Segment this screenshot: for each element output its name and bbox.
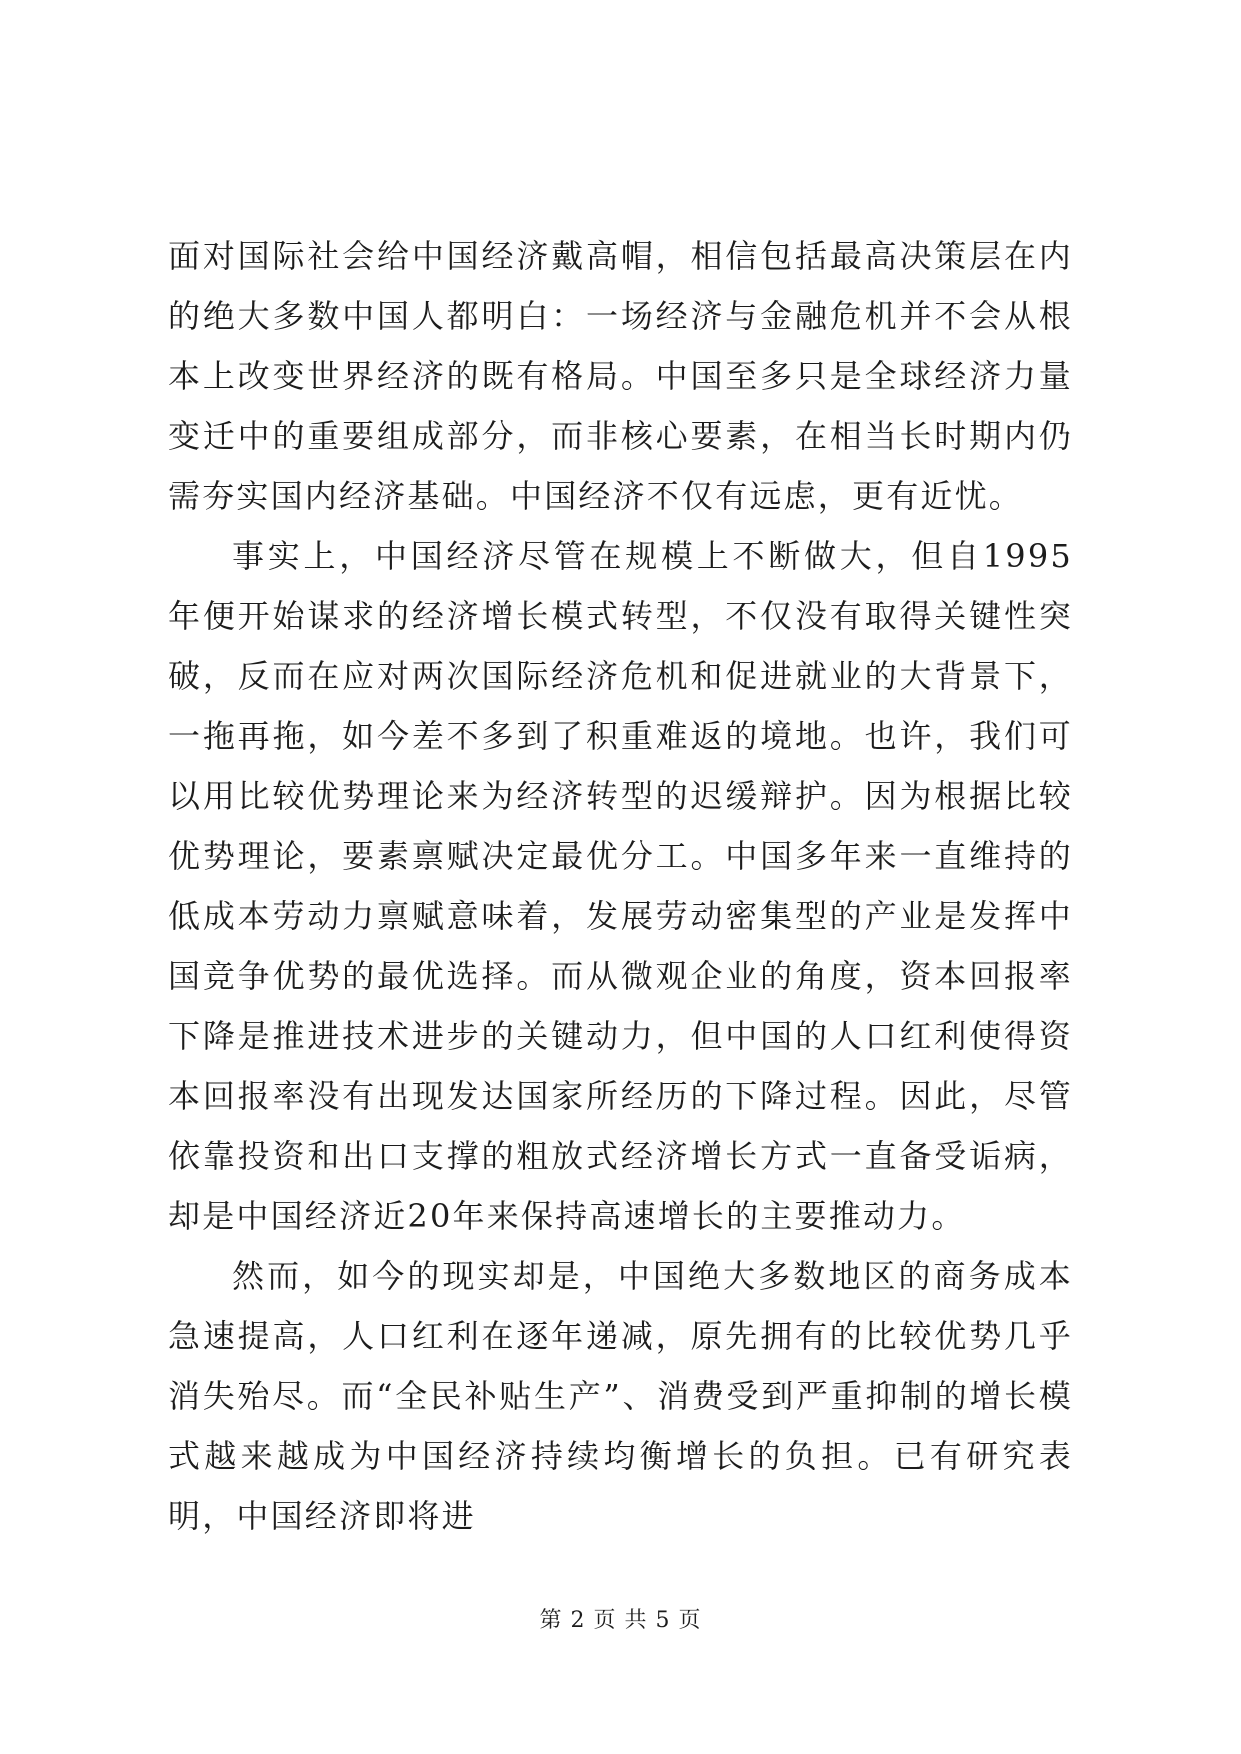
paragraph-2: 事实上，中国经济尽管在规模上不断做大，但自1995年便开始谋求的经济增长模式转型，不仅没有取得关键性突破，反而在应对两次国际经济危机和促进就业的大背景下，一拖再拖，如今差不多到了积重难返的境地。也许，我们可以用比较优势理论来为经济转型的迟缓辩护。因为根据比较优势理论，要素禀赋决定最优分工。中国多年来一直维持的低成本劳动力禀赋意味着，发展劳动密集型的产业是发挥中国竞争优势的最优选择。而从微观企业的角度，资本回报率下降是推进技术进步的关键动力，但中国的人口红利使得资本回报率没有出现发达国家所经历的下降过程。因此，尽管依靠投资和出口支撑的粗放式经济增长方式一直备受诟病，却是中国经济近20年来保持高速增长的主要推动力。 — [168, 537, 1073, 1235]
paragraph-3: 然而，如今的现实却是，中国绝大多数地区的商务成本急速提高，人口红利在逐年递减，原先拥有的比较优势几乎消失殆尽。而“全民补贴生产”、消费受到严重抑制的增长模式越来越成为中国经济持续均衡增长的负担。已有研究表明，中国经济即将进 — [168, 1257, 1073, 1535]
document-body — [168, 226, 1073, 1546]
page-number-footer: 第 2 页 共 5 页 — [539, 1608, 702, 1633]
paragraph-1: 面对国际社会给中国经济戴高帽，相信包括最高决策层在内的绝大多数中国人都明白：一场经济与金融危机并不会从根本上改变世界经济的既有格局。中国至多只是全球经济力量变迁中的重要组成部分，而非核心要素，在相当长时期内仍需夯实国内经济基础。中国经济不仅有远虑，更有近忧。 — [168, 237, 1073, 515]
